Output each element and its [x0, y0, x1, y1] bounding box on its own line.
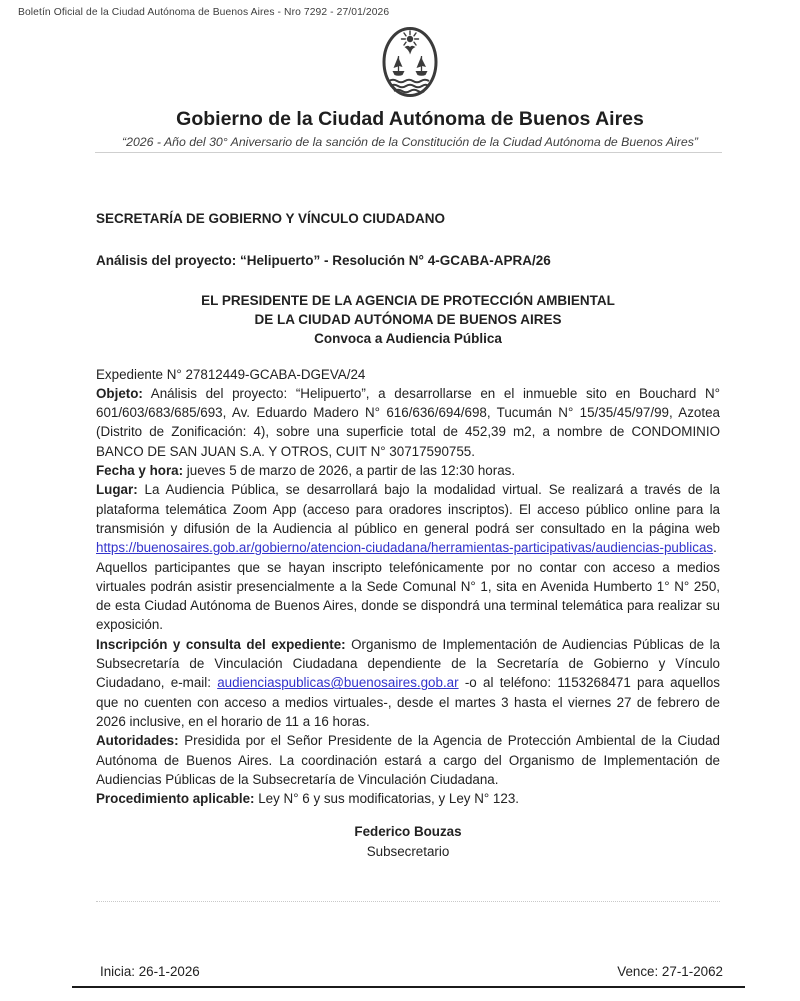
autoridades-label: Autoridades:: [96, 733, 179, 749]
paragraph-objeto: [96, 384, 720, 461]
coat-of-arms-graphic: [381, 26, 439, 98]
autoridades-text: Presidida por el Señor Presidente de la Agencia de Protección Ambiental de la Ciudad Autónoma de Buenos Aires. La coordinación estará a cargo del Organismo de Implementación de Audiencias Públicas de la Subsecretaría de Vinculación Ciudadana.: [96, 733, 720, 787]
expediente-number: Expediente N° 27812449-GCABA-DGEVA/24: [96, 366, 366, 382]
link-trailing-period: .: [713, 540, 717, 556]
city-coat-of-arms-logo: [381, 26, 439, 98]
faint-separator: [96, 901, 720, 902]
convocation-line-2: DE LA CIUDAD AUTÓNOMA DE BUENOS AIRES: [254, 311, 562, 327]
fecha-text: jueves 5 de marzo de 2026, a partir de las 12:30 horas.: [183, 463, 516, 479]
inscripcion-label: Inscripción y consulta del expediente:: [96, 636, 346, 652]
paragraph-procedimiento: [96, 789, 720, 808]
objeto-label: Objeto:: [96, 385, 143, 401]
paragraph-expediente: [96, 365, 720, 384]
paragraph-participantes: [96, 558, 720, 635]
objeto-text: Análisis del proyecto: “Helipuerto”, a desarrollarse en el inmueble sito en Bouchard N° 601/603/683/685/693, Av. Eduardo Madero N° 616/636/694/698, Tucumán N° 15/35/45/97/99, Azotea (Distrito de Zonificación: 4), sobre una superficie total de 452,39 m2, a nombre de CONDOMINIO BANCO DE SAN JUAN S.A. Y OTROS, CUIT N° 30717590755.: [96, 385, 720, 459]
convocation-line-3: Convoca a Audiencia Pública: [314, 330, 502, 346]
header-divider: [95, 152, 722, 153]
convocation-line-1: EL PRESIDENTE DE LA AGENCIA DE PROTECCIÓN AMBIENTAL: [201, 292, 615, 308]
lugar-label: Lugar:: [96, 482, 138, 498]
paragraph-inscripcion: [96, 635, 720, 731]
paragraph-autoridades: [96, 731, 720, 789]
signer-role: Subsecretario: [366, 843, 450, 859]
signer-name: Federico Bouzas: [354, 824, 462, 840]
secretariat-heading: SECRETARÍA DE GOBIERNO Y VÍNCULO CIUDADANO: [96, 211, 446, 226]
audiencias-email-link[interactable]: audienciaspublicas@buenosaires.gob.ar: [217, 675, 459, 691]
validity-footer: [72, 961, 745, 988]
procedimiento-text: Ley N° 6 y sus modificatorias, y Ley N° 123.: [254, 791, 519, 807]
signature-block: [96, 822, 720, 861]
procedimiento-label: Procedimiento aplicable:: [96, 791, 255, 807]
expiry-date: Vence: 27-1-2062: [617, 964, 723, 979]
paragraph-lugar-link: [96, 538, 720, 557]
convocation-heading: [96, 291, 720, 348]
lugar-text: La Audiencia Pública, se desarrollará bajo la modalidad virtual. Se realizará a través de la plataforma telemática Zoom App (acceso para oradores inscriptos). El acceso público online para la transmisión y difusión de la Audiencia al público en general podrá ser consultado en la página web: [96, 482, 720, 536]
government-title: Gobierno de la Ciudad Autónoma de Buenos Aires: [176, 108, 644, 130]
paragraph-lugar: [96, 480, 720, 538]
participantes-text: Aquellos participantes que se hayan inscripto telefónicamente por no contar con acceso a medios virtuales podrán asistir presencialmente a la Sede Comunal N° 1, sita en Avenida Humberto 1° N° 250, de esta Ciudad Autónoma de Buenos Aires, donde se dispondrá una terminal telemática para realizar su exposición.: [96, 559, 720, 633]
subject-heading: Análisis del proyecto: “Helipuerto” - Resolución N° 4-GCABA-APRA/26: [96, 253, 551, 269]
audiencias-publicas-link[interactable]: https://buenosaires.gob.ar/gobierno/atencion-ciudadana/herramientas-participativas/audiencias-publicas: [96, 540, 714, 556]
start-date: Inicia: 26-1-2026: [100, 964, 200, 979]
fecha-label: Fecha y hora:: [96, 463, 184, 479]
bulletin-header-line: Boletín Oficial de la Ciudad Autónoma de Buenos Aires - Nro 7292 - 27/01/2026: [18, 7, 390, 18]
document-header: [15, 26, 800, 149]
inscripcion-text-before-email: Organismo de Implementación de Audiencias Públicas de la Subsecretaría de Vinculación Ciudadana dependiente de la Secretaría de Gobierno y Vínculo Ciudadano, e-mail:: [96, 636, 720, 691]
resolution-text: [96, 365, 720, 809]
document-body: [96, 200, 720, 861]
anniversary-motto: “2026 - Año del 30° Aniversario de la sanción de la Constitución de la Ciudad Autónoma de Buenos Aires”: [122, 135, 698, 149]
inscripcion-text-after-email: -o al teléfono: 1153268471 para aquellos que no cuenten con acceso a medios virtuales-, desde el martes 3 hasta el viernes 27 de febrero de 2026 inclusive, en el horario de 11 a 16 horas.: [96, 675, 720, 729]
paragraph-fecha-y-hora: [96, 461, 720, 480]
